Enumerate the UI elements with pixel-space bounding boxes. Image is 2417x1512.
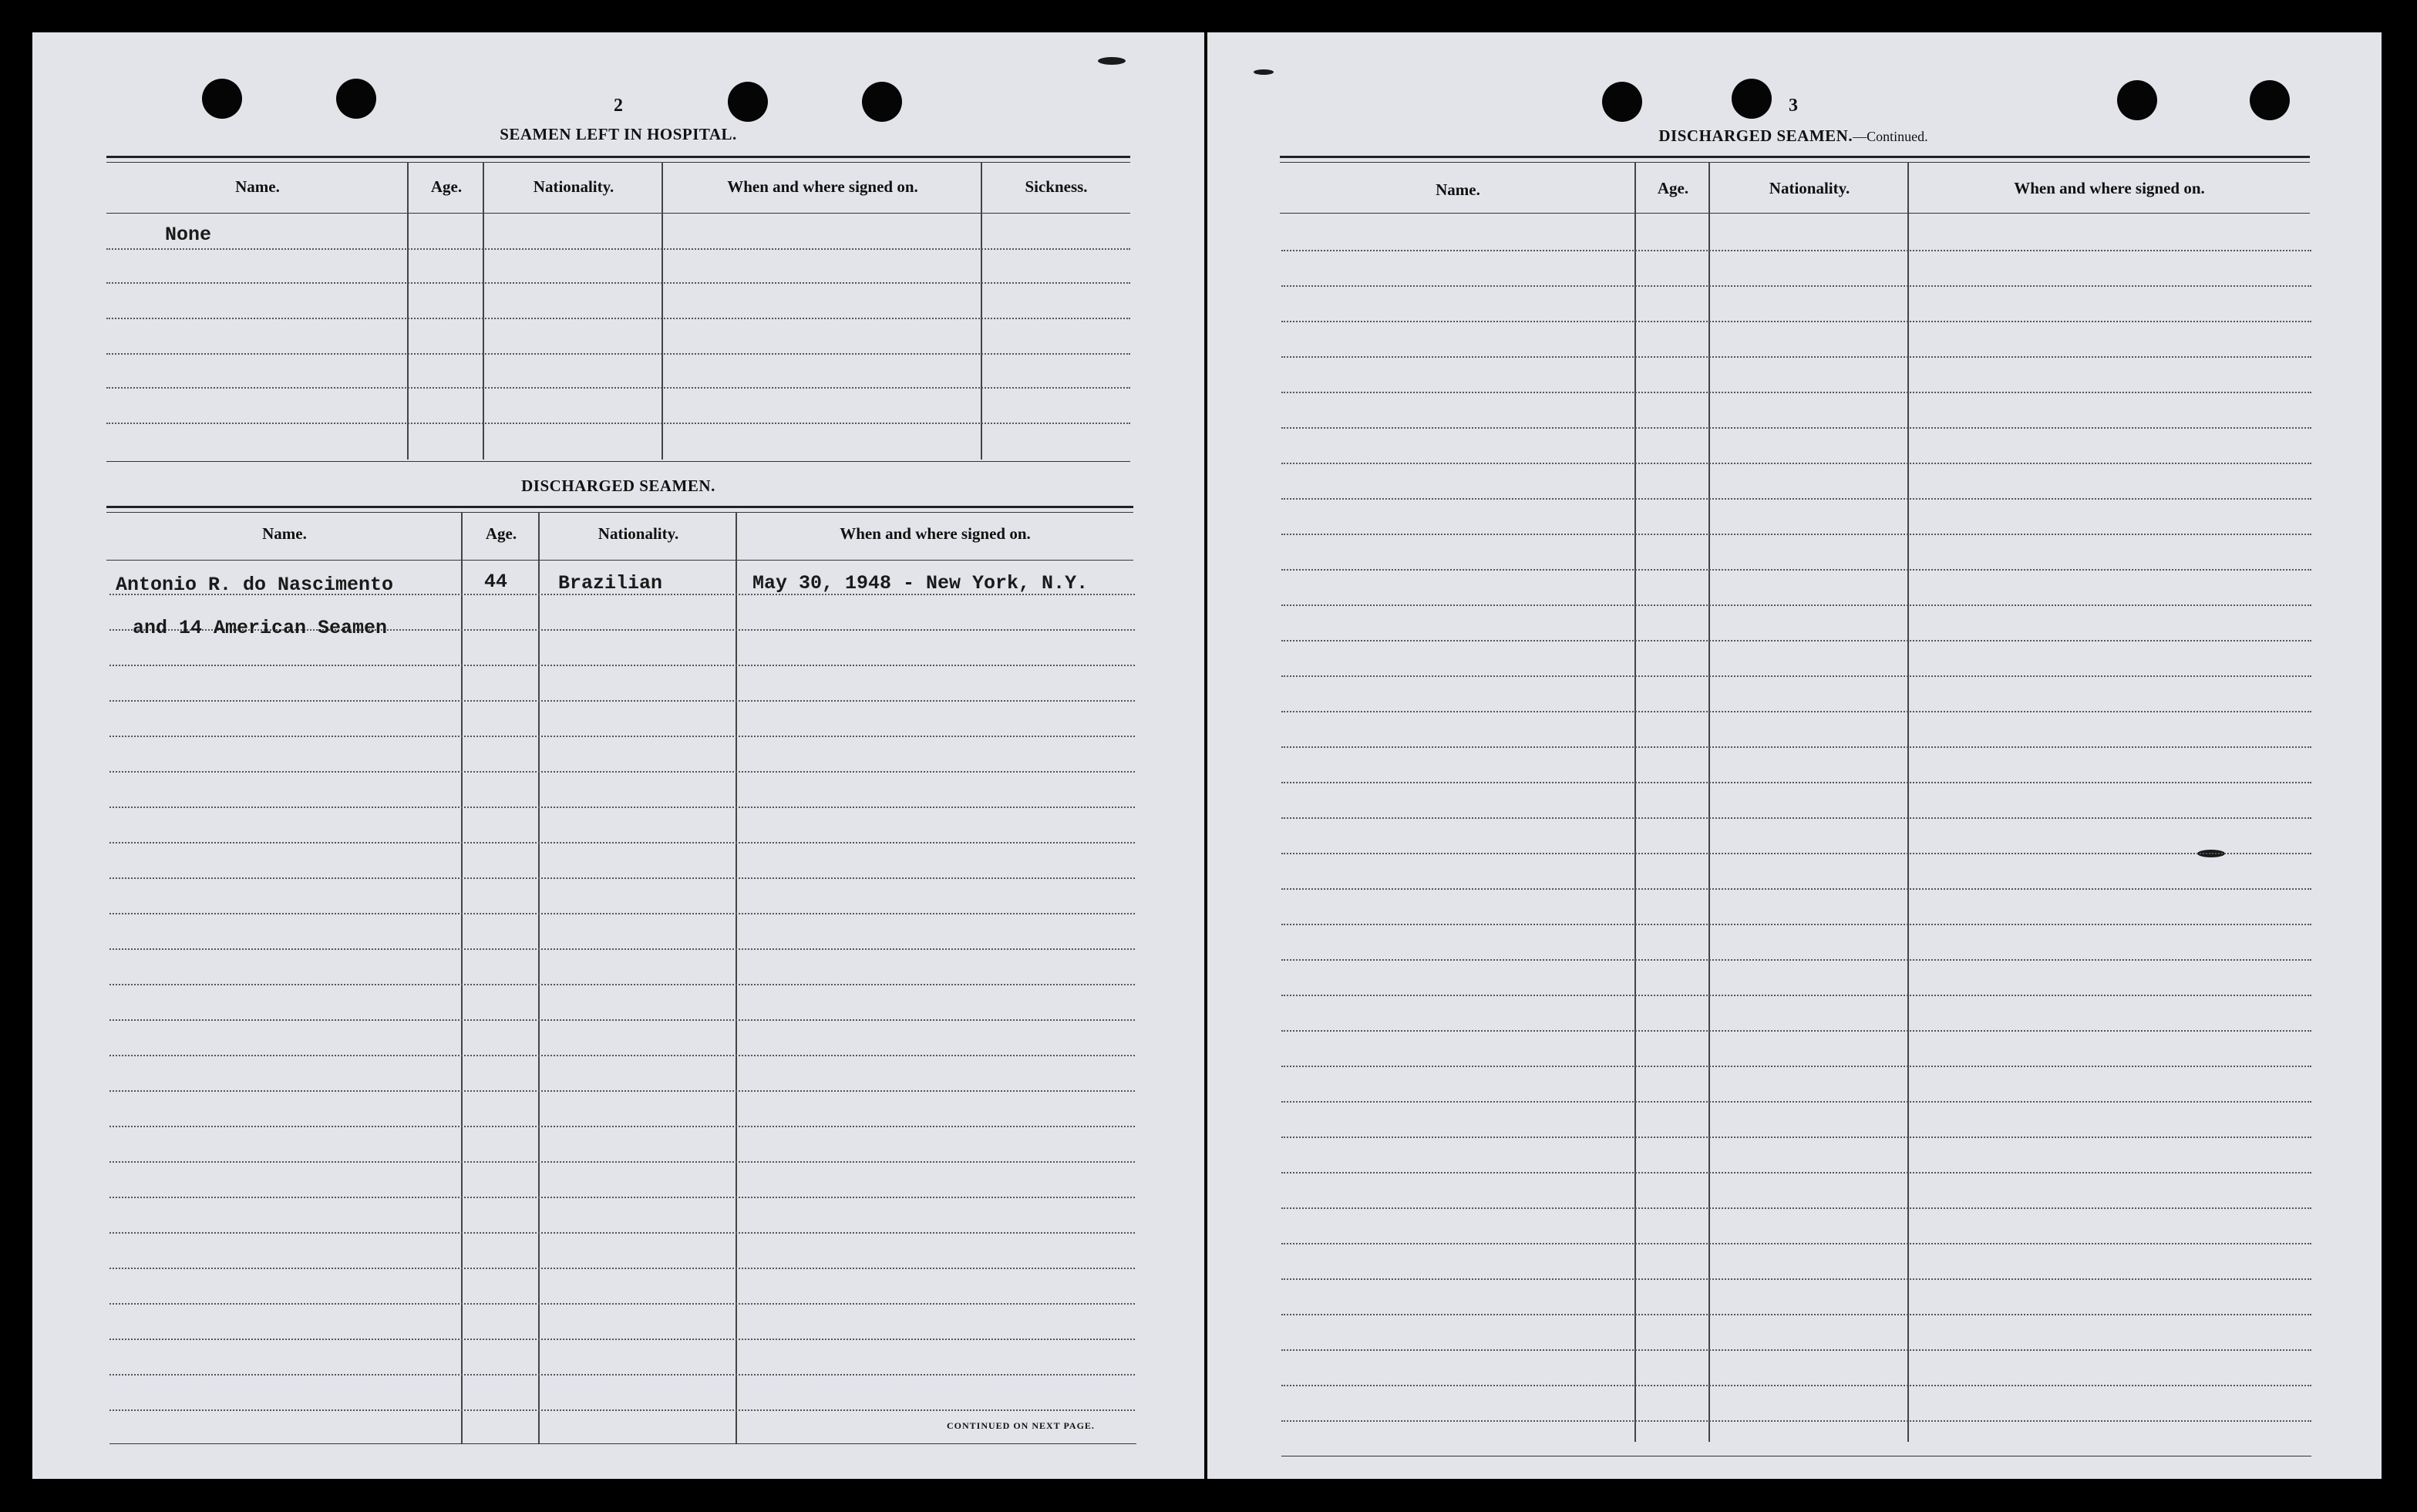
table-row xyxy=(109,1055,1135,1056)
table-row xyxy=(1281,1066,2311,1067)
table-row xyxy=(1281,1101,2311,1103)
table-top-rule xyxy=(1280,156,2310,158)
column-header-signed-on: When and where signed on. xyxy=(840,524,1031,543)
table-row xyxy=(109,700,1135,702)
table-row xyxy=(1281,1278,2311,1280)
table-row xyxy=(109,948,1135,950)
table-row xyxy=(1281,711,2311,712)
table-row xyxy=(1281,321,2311,322)
table-row xyxy=(109,1303,1135,1305)
column-header-age: Age. xyxy=(485,524,517,543)
punch-hole xyxy=(336,79,376,119)
table-row xyxy=(1281,1243,2311,1244)
table-row xyxy=(1281,1314,2311,1315)
table-row xyxy=(1281,959,2311,961)
table-row xyxy=(109,1197,1135,1198)
column-divider xyxy=(1907,162,1909,1442)
table-row xyxy=(109,1126,1135,1127)
table-row xyxy=(109,1409,1135,1411)
column-header-nationality: Nationality. xyxy=(533,177,614,196)
continued-note: CONTINUED ON NEXT PAGE. xyxy=(947,1420,1095,1431)
table-row xyxy=(1281,534,2311,535)
header-bottom-rule xyxy=(106,213,1130,214)
table-row xyxy=(109,1232,1135,1234)
column-header-sickness: Sickness. xyxy=(1025,177,1088,196)
table-row xyxy=(1281,427,2311,429)
table-row xyxy=(1281,356,2311,358)
discharged-nationality: Brazilian xyxy=(558,572,663,594)
column-divider xyxy=(661,162,663,460)
header-bottom-rule xyxy=(106,560,1133,561)
table-row xyxy=(109,665,1135,666)
table-row xyxy=(106,282,1130,284)
table-row xyxy=(109,807,1135,808)
hospital-entry: None xyxy=(165,224,212,246)
section-title-continued: —Continued. xyxy=(1853,129,1928,144)
page-number: 3 xyxy=(1789,96,1798,116)
punch-hole xyxy=(202,79,242,119)
table-row xyxy=(106,423,1130,424)
column-header-age: Age. xyxy=(430,177,463,196)
column-header-age: Age. xyxy=(1657,179,1689,197)
table-row xyxy=(1281,924,2311,925)
table-row xyxy=(1281,888,2311,890)
table-bottom-rule xyxy=(109,1443,1136,1444)
table-top-rule xyxy=(106,506,1133,508)
discharged-name: Antonio R. do Nascimento xyxy=(116,574,394,596)
discharged-continued-title xyxy=(1562,126,2025,146)
page-number: 2 xyxy=(614,96,623,116)
table-top-rule xyxy=(106,512,1133,513)
column-divider xyxy=(1634,162,1636,1442)
table-row xyxy=(1281,1420,2311,1422)
table-row xyxy=(109,1268,1135,1269)
table-row xyxy=(106,387,1130,389)
table-bottom-rule xyxy=(106,461,1130,462)
table-row xyxy=(1281,463,2311,464)
table-row xyxy=(1281,853,2311,854)
punch-hole xyxy=(1602,82,1642,122)
table-row xyxy=(109,1339,1135,1340)
ink-mark xyxy=(1098,57,1126,65)
column-divider xyxy=(981,162,982,460)
table-row xyxy=(106,353,1130,355)
column-header-nationality: Nationality. xyxy=(598,524,679,543)
table-row xyxy=(109,1019,1135,1021)
table-row xyxy=(109,984,1135,985)
table-row xyxy=(1281,1207,2311,1209)
table-row xyxy=(1281,640,2311,642)
punch-hole xyxy=(2250,80,2290,120)
table-row xyxy=(1281,782,2311,783)
discharged-name-continued: and 14 American Seamen xyxy=(133,617,388,639)
table-row xyxy=(1281,1385,2311,1386)
table-row xyxy=(1281,498,2311,500)
table-row xyxy=(1281,285,2311,287)
right-page xyxy=(1207,32,2382,1479)
header-bottom-rule xyxy=(1280,213,2310,214)
column-header-signed-on: When and where signed on. xyxy=(727,177,918,196)
table-row xyxy=(109,877,1135,879)
table-row xyxy=(109,1374,1135,1376)
ink-mark xyxy=(1254,69,1274,75)
table-row xyxy=(1281,569,2311,571)
left-page xyxy=(32,32,1204,1479)
table-row xyxy=(1281,250,2311,251)
table-row xyxy=(1281,1172,2311,1174)
table-row xyxy=(1281,1137,2311,1138)
discharged-age: 44 xyxy=(484,571,508,593)
discharged-signed-on: May 30, 1948 - New York, N.Y. xyxy=(752,572,1089,594)
table-row xyxy=(1281,817,2311,819)
table-top-rule xyxy=(106,162,1130,163)
table-row xyxy=(109,771,1135,773)
discharged-section-title: DISCHARGED SEAMEN. xyxy=(521,476,715,495)
table-row xyxy=(1281,1030,2311,1032)
table-row xyxy=(109,1161,1135,1163)
table-top-rule xyxy=(106,156,1130,158)
table-row xyxy=(109,842,1135,844)
column-header-nationality: Nationality. xyxy=(1769,179,1850,197)
column-divider xyxy=(407,162,409,460)
table-row xyxy=(1281,392,2311,393)
column-header-name: Name. xyxy=(235,177,280,196)
punch-hole xyxy=(2117,80,2157,120)
column-divider xyxy=(483,162,484,460)
table-row xyxy=(106,248,1130,250)
table-row xyxy=(1281,995,2311,996)
table-row xyxy=(109,736,1135,737)
table-row xyxy=(1281,604,2311,606)
column-header-signed-on: When and where signed on. xyxy=(2014,179,2205,197)
punch-hole xyxy=(1732,79,1772,119)
table-row xyxy=(1281,1349,2311,1351)
table-row xyxy=(106,318,1130,319)
column-header-name: Name. xyxy=(1436,180,1480,199)
column-divider xyxy=(1708,162,1710,1442)
table-row xyxy=(1281,746,2311,748)
table-row xyxy=(1281,675,2311,677)
section-title-text: DISCHARGED SEAMEN. xyxy=(1658,126,1853,145)
punch-hole xyxy=(728,82,768,122)
hospital-section-title: SEAMEN LEFT IN HOSPITAL. xyxy=(500,125,737,143)
punch-hole xyxy=(862,82,902,122)
table-row xyxy=(109,913,1135,914)
column-header-name: Name. xyxy=(262,524,307,543)
table-row xyxy=(109,1090,1135,1092)
table-top-rule xyxy=(1280,162,2310,163)
